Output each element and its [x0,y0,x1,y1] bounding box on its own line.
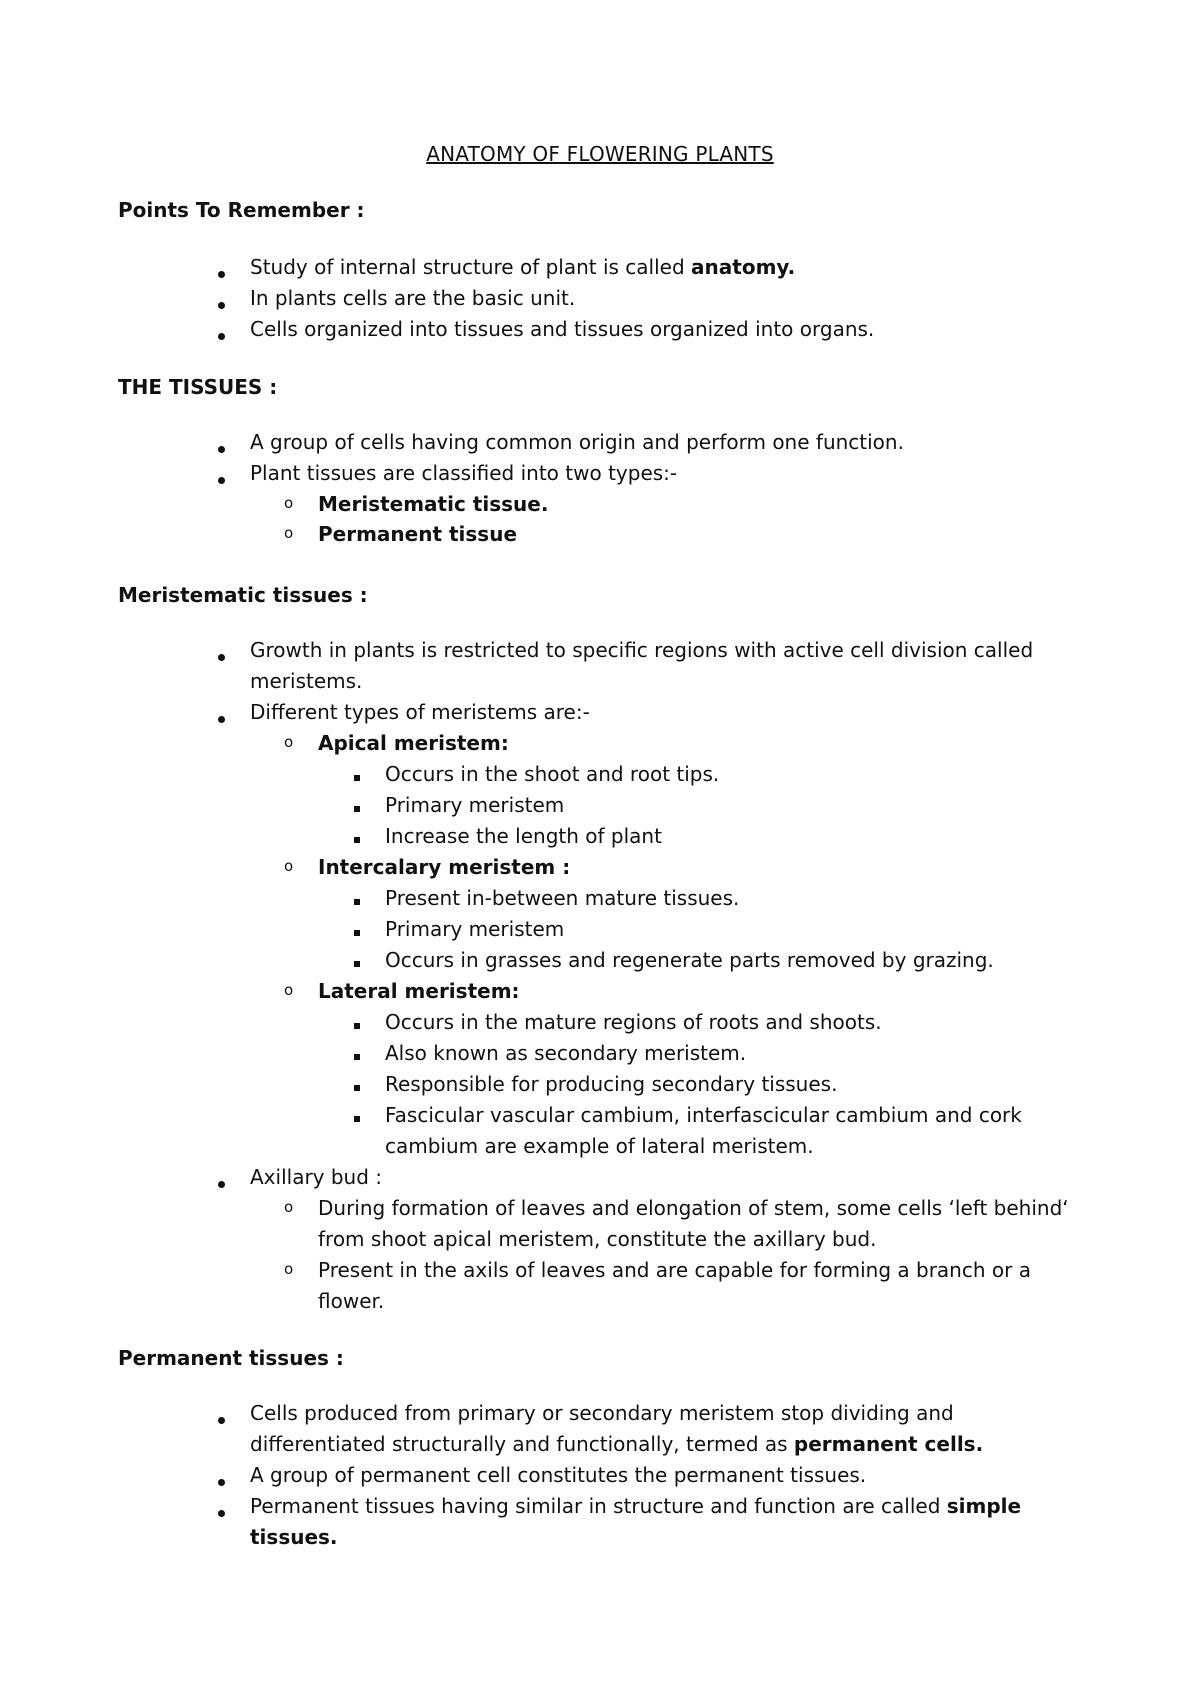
list-subitem-continuation: from shoot apical meristem, constitute the axillary bud. [318,1227,877,1251]
circle-bullet-icon: o [284,1260,294,1278]
list-subitem: Present in the axils of leaves and are capable for forming a branch or a [318,1258,1031,1282]
list-item: Different types of meristems are:- [250,700,590,724]
square-bullet-icon [354,1085,360,1091]
square-bullet-icon [354,1054,360,1060]
list-subsubitem: Occurs in grasses and regenerate parts removed by grazing. [385,948,994,972]
list-item: A group of permanent cell constitutes the permanent tissues. [250,1463,867,1487]
bullet-dot [218,271,225,278]
circle-bullet-icon: o [284,524,294,542]
heading-points: Points To Remember : [118,198,365,222]
list-subsubitem: Present in-between mature tissues. [385,886,740,910]
list-subitem: During formation of leaves and elongation of stem, some cells ‘left behind‘ [318,1196,1069,1220]
list-subsubitem-continuation: cambium are example of lateral meristem. [385,1134,814,1158]
list-item: Growth in plants is restricted to specific regions with active cell division called [250,638,1034,662]
square-bullet-icon [354,961,360,967]
list-subsubitem: Also known as secondary meristem. [385,1041,747,1065]
list-subsubitem: Fascicular vascular cambium, interfascicular cambium and cork [385,1103,1022,1127]
list-item-continuation: tissues. [250,1525,338,1549]
square-bullet-icon [354,930,360,936]
bullet-dot [218,654,225,661]
square-bullet-icon [354,899,360,905]
bullet-dot [218,477,225,484]
list-item: Cells produced from primary or secondary meristem stop dividing and [250,1401,954,1425]
list-item: Plant tissues are classified into two types:- [250,461,678,485]
circle-bullet-icon: o [284,733,294,751]
list-subitem: Intercalary meristem : [318,855,571,879]
list-item: Study of internal structure of plant is called anatomy. [250,255,796,279]
list-item: In plants cells are the basic unit. [250,286,576,310]
bullet-dot [218,1417,225,1424]
list-subitem: Apical meristem: [318,731,509,755]
square-bullet-icon [354,806,360,812]
circle-bullet-icon: o [284,981,294,999]
list-subsubitem: Responsible for producing secondary tissues. [385,1072,838,1096]
list-item: Axillary bud : [250,1165,383,1189]
heading-meristematic: Meristematic tissues : [118,583,368,607]
list-subitem: Permanent tissue [318,522,518,546]
list-subitem-continuation: flower. [318,1289,385,1313]
list-item: Cells organized into tissues and tissues organized into organs. [250,317,875,341]
bullet-dot [218,302,225,309]
square-bullet-icon [354,1116,360,1122]
heading-permanent: Permanent tissues : [118,1346,344,1370]
page-title: ANATOMY OF FLOWERING PLANTS [426,142,774,166]
circle-bullet-icon: o [284,494,294,512]
bullet-dot [218,333,225,340]
list-subitem: Lateral meristem: [318,979,520,1003]
bullet-dot [218,716,225,723]
list-subsubitem: Occurs in the shoot and root tips. [385,762,720,786]
list-subsubitem: Increase the length of plant [385,824,662,848]
list-item: Permanent tissues having similar in structure and function are called simple [250,1494,1022,1518]
list-item: A group of cells having common origin and perform one function. [250,430,904,454]
list-subitem: Meristematic tissue. [318,492,549,516]
list-item-continuation: meristems. [250,669,363,693]
bullet-dot [218,1479,225,1486]
bullet-dot [218,1510,225,1517]
list-subsubitem: Occurs in the mature regions of roots and shoots. [385,1010,882,1034]
square-bullet-icon [354,1023,360,1029]
circle-bullet-icon: o [284,1198,294,1216]
bullet-dot [218,1181,225,1188]
circle-bullet-icon: o [284,857,294,875]
square-bullet-icon [354,775,360,781]
list-item-continuation: differentiated structurally and functionally, termed as permanent cells. [250,1432,984,1456]
heading-tissues: THE TISSUES : [118,375,278,399]
bullet-dot [218,446,225,453]
square-bullet-icon [354,837,360,843]
list-subsubitem: Primary meristem [385,793,565,817]
list-subsubitem: Primary meristem [385,917,565,941]
